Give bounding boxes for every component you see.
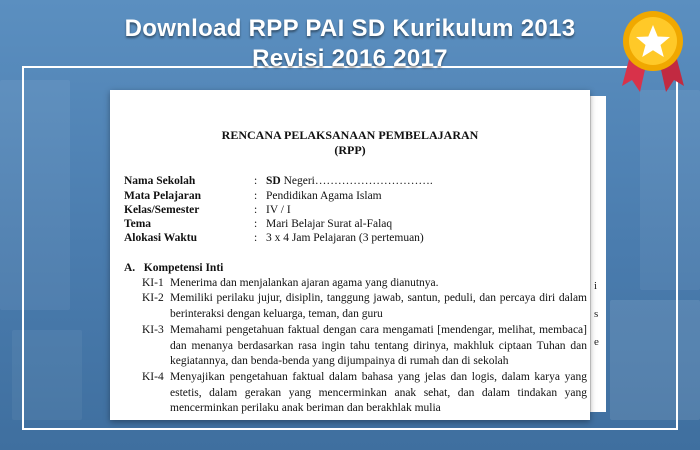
ki-item	[142, 291, 587, 322]
identity-row-school: Nama Sekolah : SD Negeri………………………….	[124, 175, 433, 187]
identity-value: Pendidikan Agama Islam	[266, 190, 382, 202]
section-heading-kompetensi-inti: A. Kompetensi Inti	[124, 262, 224, 274]
ki-text: Menyajikan pengetahuan faktual dalam bahasa yang jelas dan logis, dalam karya yang estetis, dalam gerakan yang mencerminkan anak sehat, dan dalam tindakan yang mencerminkan perilaku anak beriman dan berakhlak mulia	[170, 371, 587, 414]
rpp-document	[110, 90, 590, 420]
identity-value-prefix: SD	[266, 175, 281, 187]
ki-code: KI-2	[142, 292, 164, 304]
star-badge	[618, 8, 688, 98]
adjacent-page-edge	[590, 96, 606, 412]
page-title	[0, 14, 700, 74]
ki-code: KI-3	[142, 324, 164, 336]
ki-code: KI-1	[142, 277, 164, 289]
edge-char-2: s	[594, 308, 599, 320]
title-line-2: Revisi 2016 2017	[252, 45, 448, 72]
title-line-1: Download RPP PAI SD Kurikulum 2013	[124, 15, 576, 42]
identity-row-theme: Tema : Mari Belajar Surat al-Falaq	[124, 218, 393, 230]
ki-item	[142, 323, 587, 370]
identity-value: IV / I	[266, 204, 291, 216]
ki-item	[142, 276, 587, 292]
edge-char-1: i	[594, 280, 598, 292]
identity-row-subject: Mata Pelajaran : Pendidikan Agama Islam	[124, 190, 382, 202]
identity-label: Mata Pelajaran	[124, 190, 201, 202]
edge-char-3: e	[594, 336, 599, 348]
identity-label: Tema	[124, 218, 152, 230]
identity-label: Alokasi Waktu	[124, 232, 197, 244]
ki-text: Memiliki perilaku jujur, disiplin, tanggung jawab, santun, peduli, dan percaya diri dalam berinteraksi dengan keluarga, teman, dan guru	[170, 292, 587, 320]
document-heading: RENCANA PELAKSANAAN PEMBELAJARAN	[221, 128, 479, 142]
ki-text: Memahami pengetahuan faktual dengan cara mengamati [mendengar, melihat, membaca] dan menanya berdasarkan rasa ingin tahu tentang dirinya, makhluk ciptaan Tuhan dan kegiatannya, dan benda-benda yang dijumpainya di rumah dan di sekolah	[170, 324, 587, 367]
ki-code: KI-4	[142, 371, 164, 383]
identity-row-time: Alokasi Waktu : 3 x 4 Jam Pelajaran (3 pertemuan)	[124, 232, 424, 244]
ki-text: Menerima dan menjalankan ajaran agama yang dianutnya.	[170, 277, 439, 289]
document-subheading: (RPP)	[334, 143, 366, 157]
identity-label: Nama Sekolah	[124, 175, 196, 187]
ki-item	[142, 370, 587, 417]
identity-value: SD Negeri………………………….	[266, 175, 433, 187]
identity-value: Mari Belajar Surat al-Falaq	[266, 218, 393, 230]
identity-row-class: Kelas/Semester : IV / I	[124, 204, 291, 216]
identity-value: 3 x 4 Jam Pelajaran (3 pertemuan)	[266, 232, 424, 244]
identity-label: Kelas/Semester	[124, 204, 200, 216]
